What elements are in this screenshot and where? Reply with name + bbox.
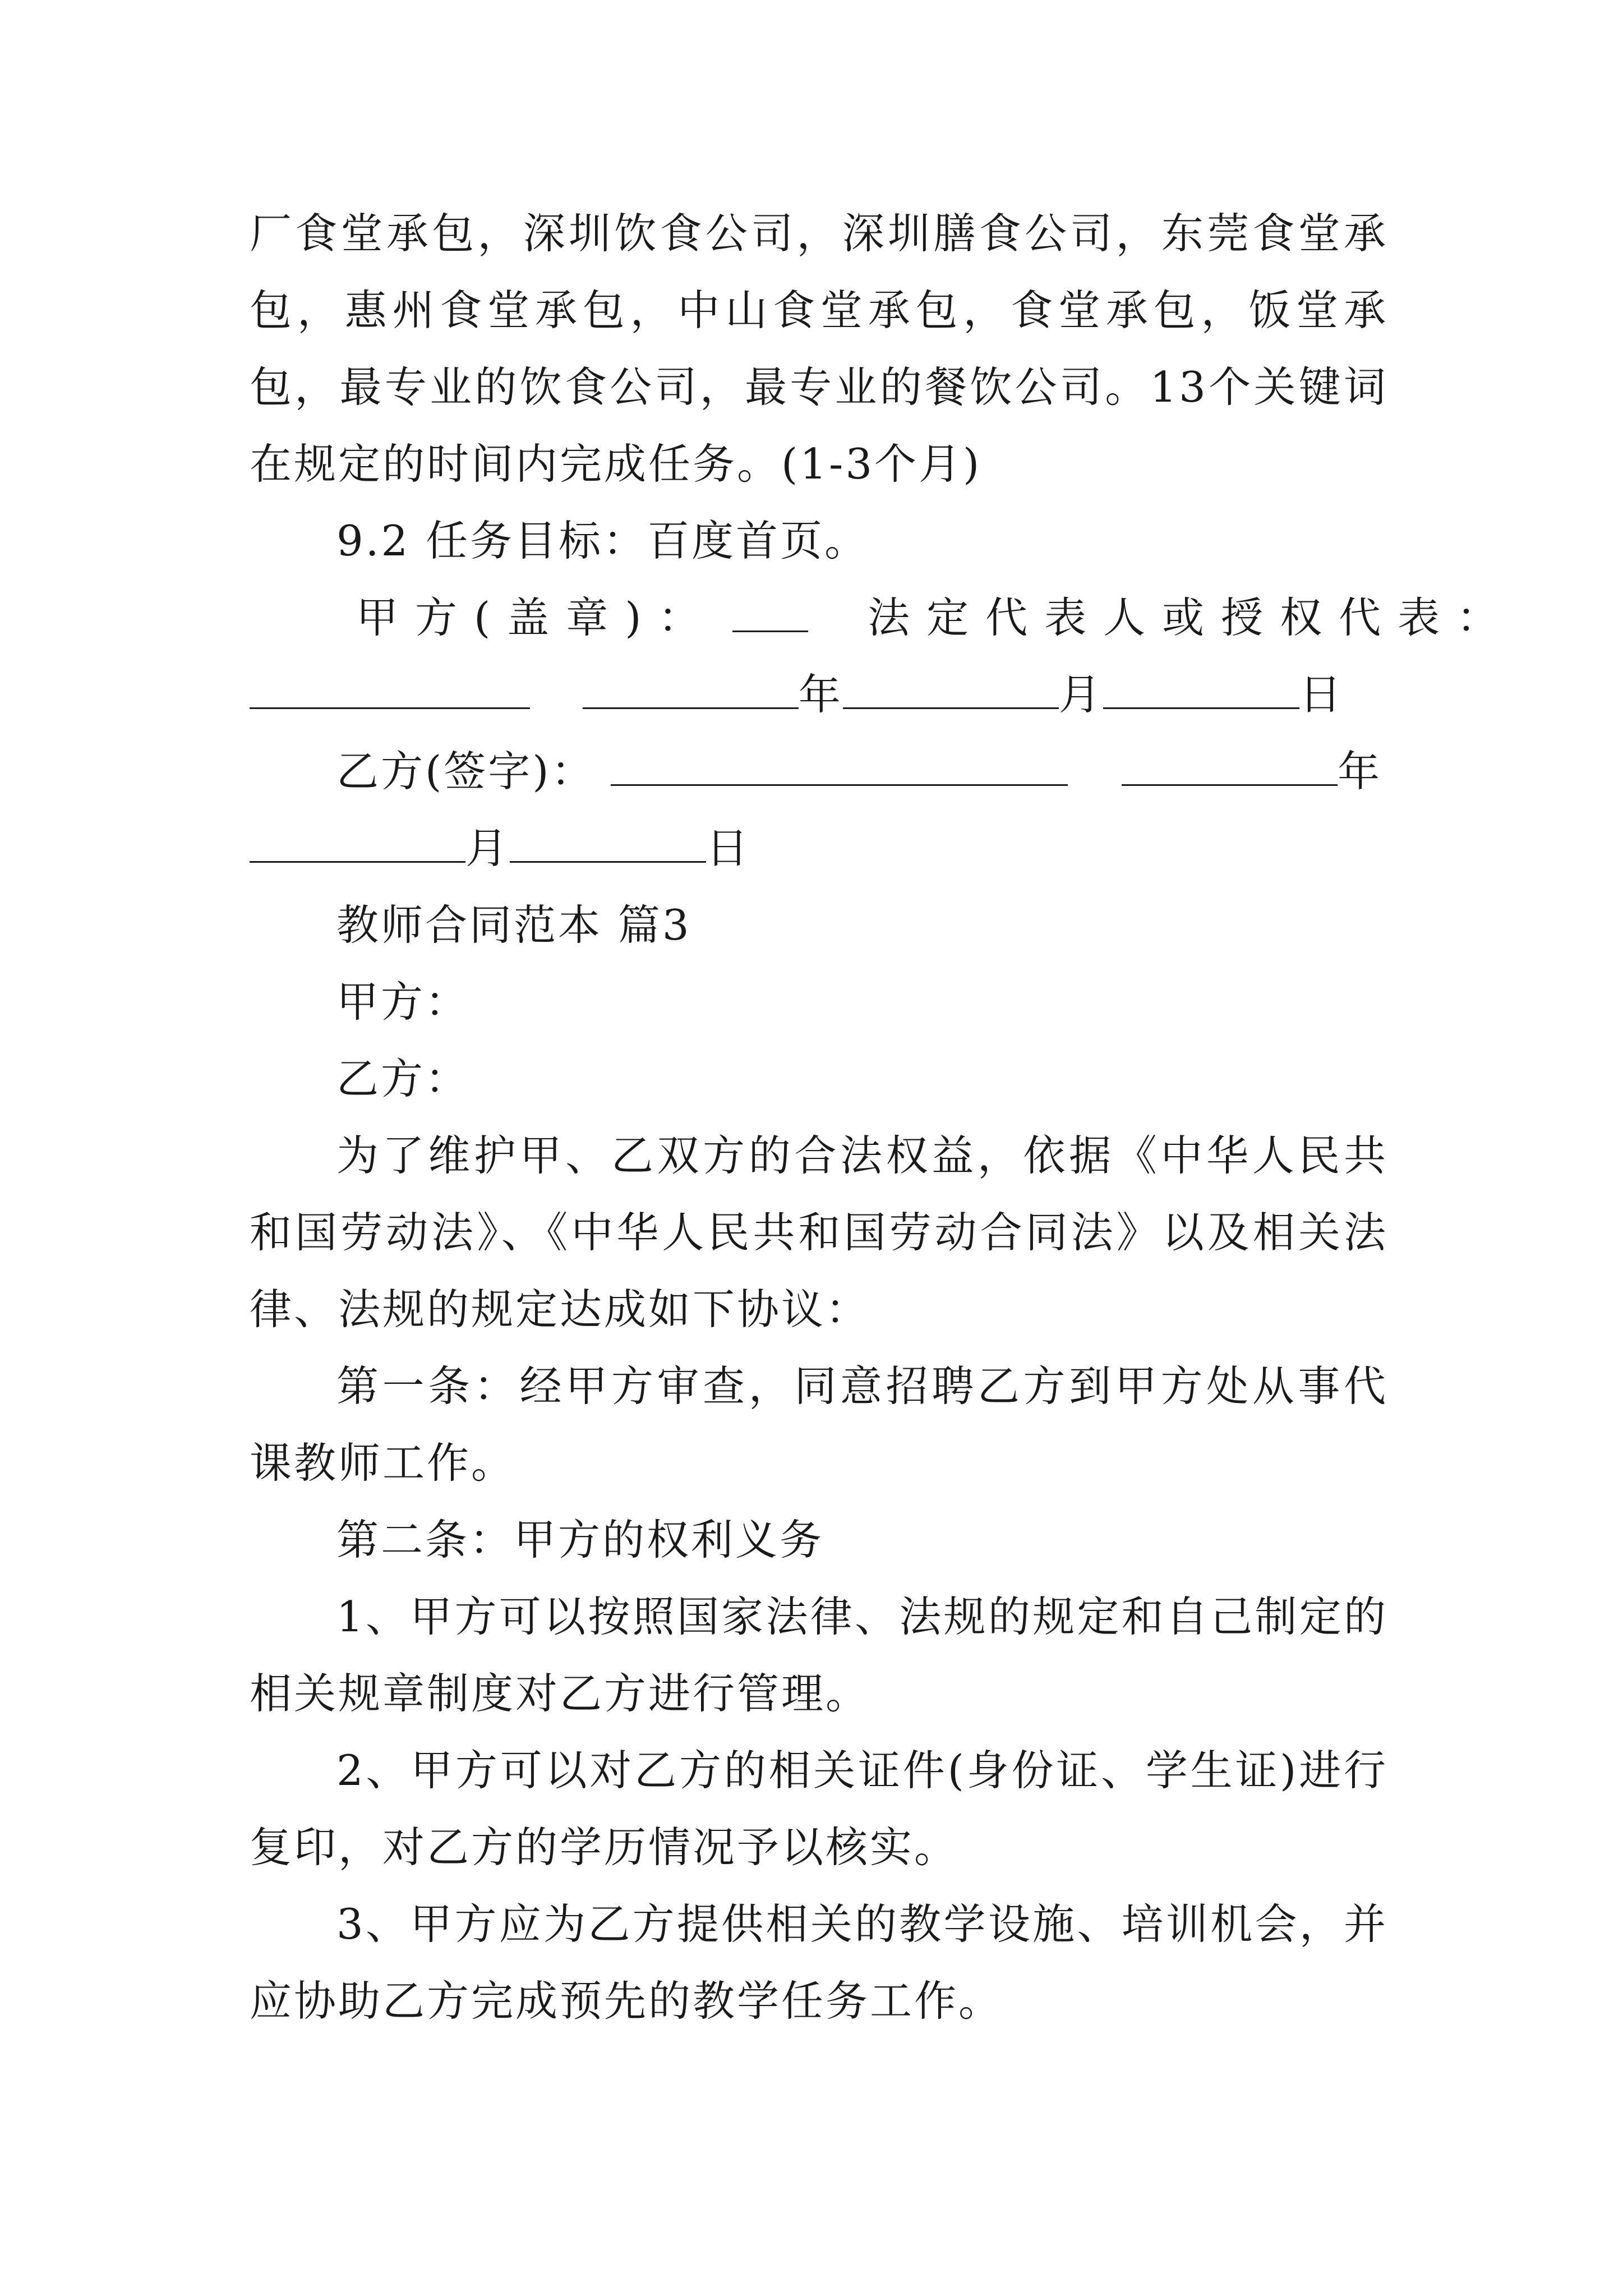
- party-a-day-label: 日: [1299, 670, 1344, 719]
- party-a-month-label: 月: [1058, 670, 1103, 719]
- legal-representative-blank: [250, 668, 530, 709]
- party-a-year-blank: [583, 668, 799, 709]
- party-a-date-line: [250, 656, 1388, 733]
- party-b-date-line: [250, 810, 1388, 887]
- article-2-item-3: 3、甲方应为乙方提供相关的教学设施、培训机会，并应协助乙方完成预先的教学任务工作。: [250, 1899, 1388, 2026]
- article-2-heading: 第二条：甲方的权利义务: [336, 1515, 824, 1565]
- article-1: 第一条：经甲方审查，同意招聘乙方到甲方处从事代课教师工作。: [250, 1361, 1388, 1488]
- party-a-signature-line: [250, 579, 1516, 656]
- article-2-item-2: 2、甲方可以对乙方的相关证件(身份证、学生证)进行复印，对乙方的学历情况予以核实。: [250, 1746, 1388, 1872]
- party-b-month-label: 月: [465, 823, 510, 873]
- paragraph-task-goal: 9.2 任务目标：百度首页。: [336, 516, 869, 565]
- party-b-sign-blank: [611, 745, 1068, 786]
- party-a-seal-label: 甲方(盖章)：: [356, 593, 717, 642]
- party-a-field: 甲方：: [336, 977, 470, 1027]
- party-b-sign-label: 乙方(签字)：: [336, 747, 596, 796]
- party-b-day-blank: [510, 822, 706, 863]
- party-b-signature-line: [250, 733, 1388, 810]
- article-2-item-1: 1、甲方可以按照国家法律、法规的规定和自己制定的相关规章制度对乙方进行管理。: [250, 1592, 1388, 1718]
- paragraph-keywords: 厂食堂承包，深圳饮食公司，深圳膳食公司，东莞食堂承包，惠州食堂承包，中山食堂承包，食堂承包，饭堂承包，最专业的饮食公司，最专业的餐饮公司。13个关键词在规定的时间内完成任务。(1-3个月): [250, 209, 1388, 489]
- party-a-day-blank: [1103, 668, 1299, 709]
- section-title: 教师合同范本 篇3: [336, 900, 691, 950]
- paragraph-intro: 为了维护甲、乙双方的合法权益，依据《中华人民共和国劳动法》、《中华人民共和国劳动合同法》以及相关法律、法规的规定达成如下协议：: [250, 1131, 1388, 1334]
- party-a-seal-blank: [732, 591, 808, 632]
- party-b-day-label: 日: [706, 823, 751, 873]
- party-a-month-blank: [843, 668, 1059, 709]
- party-b-field: 乙方：: [336, 1054, 470, 1103]
- party-a-year-label: 年: [798, 670, 843, 719]
- party-b-year-label: 年: [1338, 747, 1382, 796]
- party-b-year-blank: [1122, 745, 1338, 786]
- legal-representative-label: 法定代表人或授权代表：: [868, 593, 1516, 642]
- party-b-month-blank: [250, 822, 465, 863]
- document-body: [250, 195, 1516, 2040]
